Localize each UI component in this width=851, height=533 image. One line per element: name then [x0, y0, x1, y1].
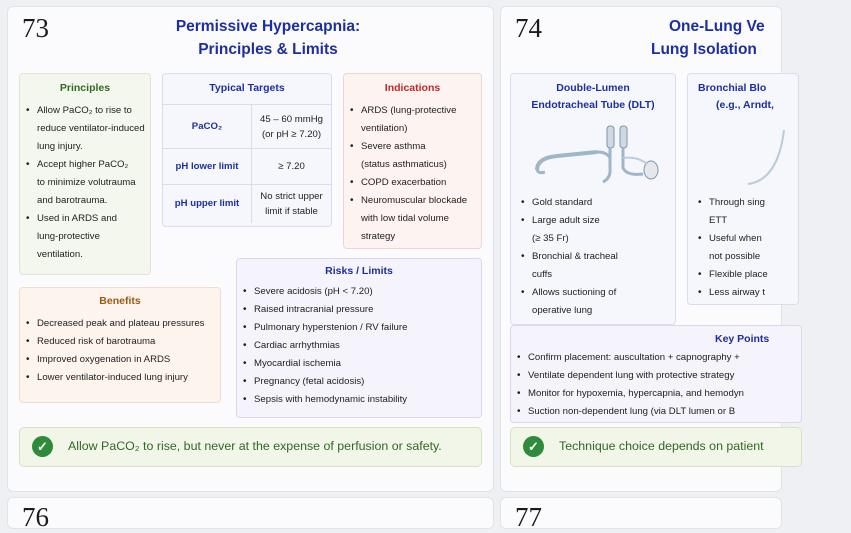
slide-title — [128, 15, 408, 61]
table-row — [163, 185, 331, 223]
bronchial-blocker-box — [687, 73, 799, 305]
principles-box — [19, 73, 151, 275]
blocker-heading: Bronchial Blo (e.g., Arndt, — [698, 82, 774, 111]
key-points-list — [511, 349, 801, 421]
summary-banner — [19, 427, 482, 467]
list-item: • Decreased peak and plateau pressures — [20, 315, 220, 333]
benefits-list — [20, 315, 220, 387]
banner-text: Technique choice depends on patient — [559, 439, 764, 453]
list-item: • Less airway t — [692, 284, 802, 302]
targets-heading: Typical Targets — [209, 82, 285, 94]
list-item: • Severe asthma — [344, 138, 481, 156]
key-points-box — [510, 325, 802, 423]
list-item: strategy — [361, 231, 396, 242]
list-item: • Suction non-dependent lung (via DLT lumen or B — [511, 403, 801, 421]
check-icon: ✓ — [523, 436, 544, 457]
title-line-2: Principles & Limits — [198, 41, 338, 58]
target-key: pH upper limit — [163, 185, 252, 223]
indications-heading: Indications — [384, 82, 441, 94]
target-value: No strict upper limit if stable — [252, 185, 332, 223]
list-item: and barotrauma. — [37, 195, 108, 206]
slide-title — [651, 15, 851, 61]
slide-card-77 — [500, 497, 782, 532]
list-item: • Large adult size — [515, 212, 673, 230]
list-item: • Lower ventilator-induced lung injury — [20, 369, 220, 387]
list-item: • Used in ARDS and — [20, 210, 150, 228]
target-key: PaCO₂ — [163, 105, 252, 149]
principles-list — [20, 102, 150, 264]
list-item: • COPD exacerbation — [344, 174, 481, 192]
list-item: • Reduced risk of barotrauma — [20, 333, 220, 351]
list-item: cuffs — [532, 269, 553, 280]
list-item: • Useful when — [692, 230, 802, 248]
list-item: • Myocardial ischemia — [237, 355, 481, 373]
risks-heading: Risks / Limits — [325, 265, 393, 277]
list-item: • Improved oxygenation in ARDS — [20, 351, 220, 369]
list-item: • Through sing — [692, 194, 802, 212]
list-item: • Pulmonary hyperstenion / RV failure — [237, 319, 481, 337]
list-item: reduce ventilator-induced — [37, 123, 145, 134]
list-item: • Flexible place — [692, 266, 802, 284]
indications-list — [344, 102, 481, 246]
blocker-list — [692, 194, 802, 302]
table-row — [163, 105, 331, 149]
list-item: ventilation) — [361, 123, 408, 134]
list-item: with low tidal volume — [361, 213, 449, 224]
list-item: lung injury. — [37, 141, 83, 152]
list-item: • Confirm placement: auscultation + capnography + — [511, 349, 801, 367]
key-points-heading: Key Points — [715, 333, 770, 345]
list-item: ETT — [709, 215, 728, 226]
title-line-1: Permissive Hypercapnia: — [175, 18, 361, 35]
list-item: ventilation. — [37, 249, 83, 260]
list-item: • Pregnancy (fetal acidosis) — [237, 373, 481, 391]
bronchial-blocker-illustration — [688, 120, 788, 190]
target-value: 45 – 60 mmHg (or pH ≥ 7.20) — [252, 105, 332, 149]
dlt-list — [515, 194, 673, 320]
summary-banner — [510, 427, 802, 467]
target-value: ≥ 7.20 — [252, 149, 332, 185]
list-item: • Accept higher PaCO₂ — [20, 156, 150, 174]
table-row — [163, 149, 331, 185]
slide-card-76 — [7, 497, 494, 532]
typical-targets-box — [162, 73, 332, 227]
dlt-box — [510, 73, 676, 325]
banner-text: Allow PaCO₂ to rise, but never at the expense of perfusion or safety. — [68, 439, 442, 453]
list-item: lung-protective — [37, 231, 100, 242]
risks-list — [237, 283, 481, 409]
list-item: • Allow PaCO₂ to rise to — [20, 102, 150, 120]
list-item: • Raised intracranial pressure — [237, 301, 481, 319]
targets-table — [163, 104, 331, 223]
list-item: not possible — [709, 251, 761, 262]
list-item: to minimize volutrauma — [37, 177, 136, 188]
list-item: • Gold standard — [515, 194, 673, 212]
principles-heading: Principles — [59, 82, 111, 94]
slide-number: 76 — [22, 502, 49, 532]
list-item: (status asthmaticus) — [361, 159, 447, 170]
slide-card-73 — [7, 6, 494, 492]
slide-number: 74 — [515, 13, 542, 43]
list-item: • Sepsis with hemodynamic instability — [237, 391, 481, 409]
slide-card-74 — [500, 6, 782, 492]
slide-number: 73 — [22, 13, 49, 43]
list-item: • Allows suctioning of — [515, 284, 673, 302]
title-line-1: One-Lung Ve — [669, 18, 765, 35]
double-lumen-tube-illustration — [527, 118, 667, 190]
indications-box — [343, 73, 482, 249]
risks-box — [236, 258, 482, 418]
target-key: pH lower limit — [163, 149, 252, 185]
list-item: (≥ 35 Fr) — [532, 233, 569, 244]
list-item: • Cardiac arrhythmias — [237, 337, 481, 355]
dlt-heading: Double-Lumen Endotracheal Tube (DLT) — [531, 82, 655, 111]
list-item: • Severe acidosis (pH < 7.20) — [237, 283, 481, 301]
slide-number: 77 — [515, 502, 542, 532]
list-item: • Bronchial & tracheal — [515, 248, 673, 266]
benefits-box — [19, 287, 221, 403]
title-line-2: Lung Isolation — [651, 41, 757, 58]
list-item: operative lung — [532, 305, 593, 316]
list-item: • Monitor for hypoxemia, hypercapnia, and hemodyn — [511, 385, 801, 403]
benefits-heading: Benefits — [99, 295, 141, 307]
list-item: • Ventilate dependent lung with protective strategy — [511, 367, 801, 385]
list-item: • Neuromuscular blockade — [344, 192, 481, 210]
check-icon: ✓ — [32, 436, 53, 457]
list-item: • ARDS (lung-protective — [344, 102, 481, 120]
